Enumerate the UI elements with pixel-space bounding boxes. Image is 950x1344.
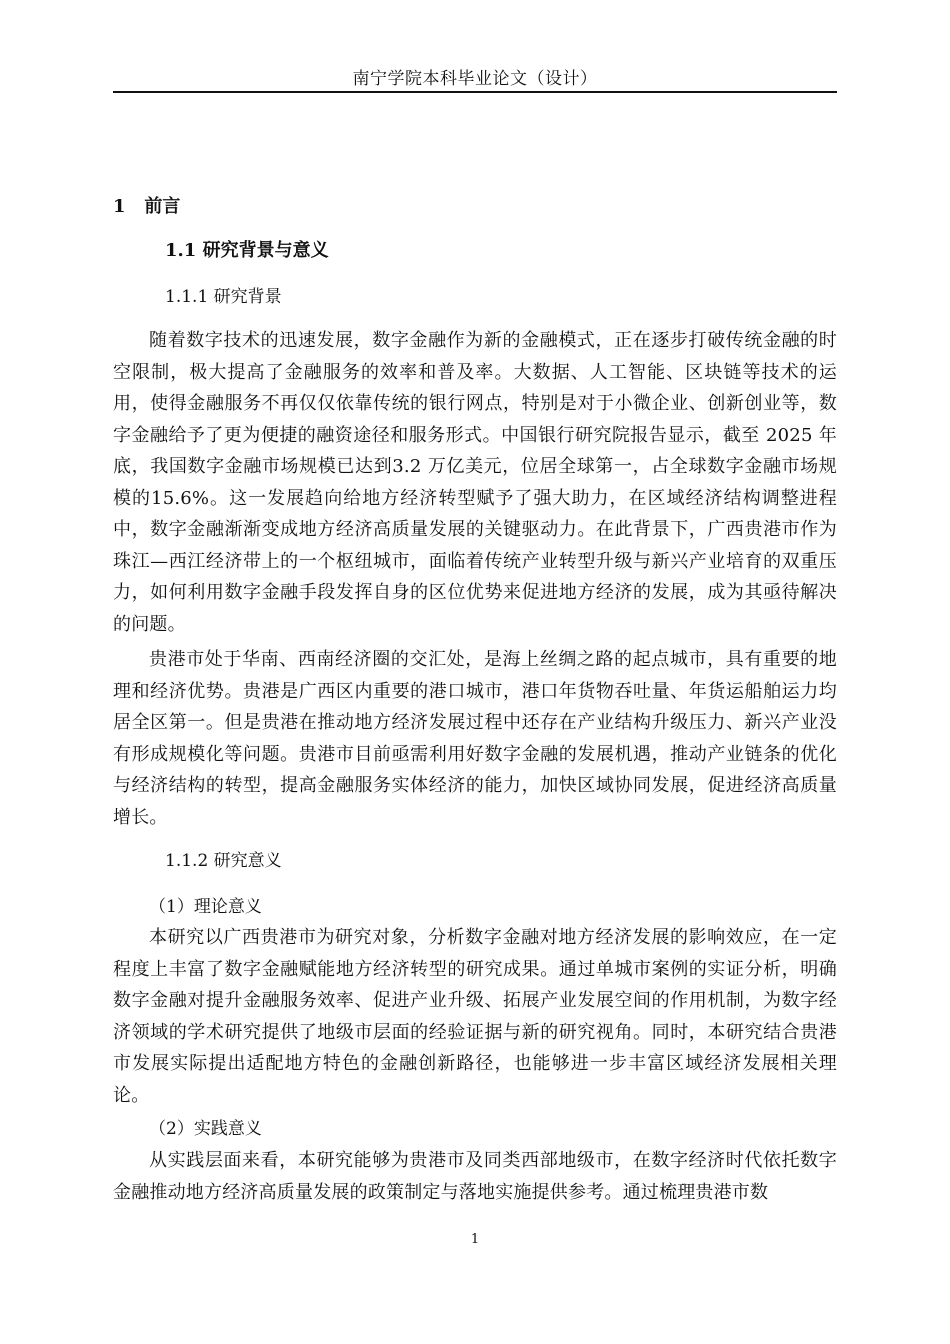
item-practice-heading: （2）实践意义 (149, 1119, 262, 1139)
paragraph-practice: 从实践层面来看，本研究能够为贵港市及同类西部地级市，在数字经济时代依托数字金融推动地方经济高质量发展的政策制定与落地实施提供参考。通过梳理贵港市数 (113, 1150, 837, 1203)
paragraph-background-2: 贵港市处于华南、西南经济圈的交汇处，是海上丝绸之路的起点城市，具有重要的地理和经济优势。贵港是广西区内重要的港口城市，港口年货物吞吐量、年货运船舶运力均居全区第一。但是贵港在推动地方经济发展过程中还存在产业结构升级压力、新兴产业没有形成规模化等问题。贵港市目前亟需利用好数字金融的发展机遇，推动产业链条的优化与经济结构的转型，提高金融服务实体经济的能力，加快区域协同发展，促进经济高质量增长。 (113, 649, 837, 828)
header-rule (113, 91, 837, 93)
subsubsection-number: 1.1.1 (165, 287, 209, 307)
section-heading (113, 195, 837, 219)
item-theory-heading: （1）理论意义 (149, 897, 262, 917)
subsubsection-heading-background (165, 285, 837, 309)
section-title: 前言 (144, 196, 181, 217)
paragraph-background-1: 随着数字技术的迅速发展，数字金融作为新的金融模式，正在逐步打破传统金融的时空限制，极大提高了金融服务的效率和普及率。大数据、人工智能、区块链等技术的运用，使得金融服务不再仅仅依靠传统的银行网点，特别是对于小微企业、创新创业等，数字金融给予了更为便捷的融资途径和服务形式。中国银行研究院报告显示，截至 2025 年底，我国数字金融市场规模已达到3.2 万亿美元，位居全球第一，占全球数字金融市场规模的15.6%。这一发展趋向给地方经济转型赋予了强大助力，在区域经济结构调整进程中，数字金融渐渐变成地方经济高质量发展的关键驱动力。在此背景下，广西贵港市作为珠江—西江经济带上的一个枢纽城市，面临着传统产业转型升级与新兴产业培育的双重压力，如何利用数字金融手段发挥自身的区位优势来促进地方经济的发展，成为其亟待解决的问题。 (113, 330, 837, 635)
page-number: 1 (470, 1232, 480, 1247)
page-header-title: 南宁学院本科毕业论文（设计） (352, 69, 598, 89)
subsubsection-title: 研究背景 (213, 287, 282, 307)
paragraph-theory: 本研究以广西贵港市为研究对象，分析数字金融对地方经济发展的影响效应，在一定程度上丰富了数字金融赋能地方经济转型的研究成果。通过单城市案例的实证分析，明确数字金融对提升金融服务效率、促进产业升级、拓展产业发展空间的作用机制，为数字经济领域的学术研究提供了地级市层面的经验证据与新的研究视角。同时，本研究结合贵港市发展实际提出适配地方特色的金融创新路径，也能够进一步丰富区域经济发展相关理论。 (113, 927, 837, 1106)
subsubsection-heading-significance (165, 849, 837, 873)
subsection-heading (165, 239, 837, 263)
section-number: 1 (113, 196, 126, 217)
subsubsection-title: 研究意义 (213, 851, 282, 871)
subsection-number: 1.1 (165, 240, 197, 261)
subsubsection-number: 1.1.2 (165, 851, 209, 871)
subsection-title: 研究背景与意义 (202, 240, 329, 261)
